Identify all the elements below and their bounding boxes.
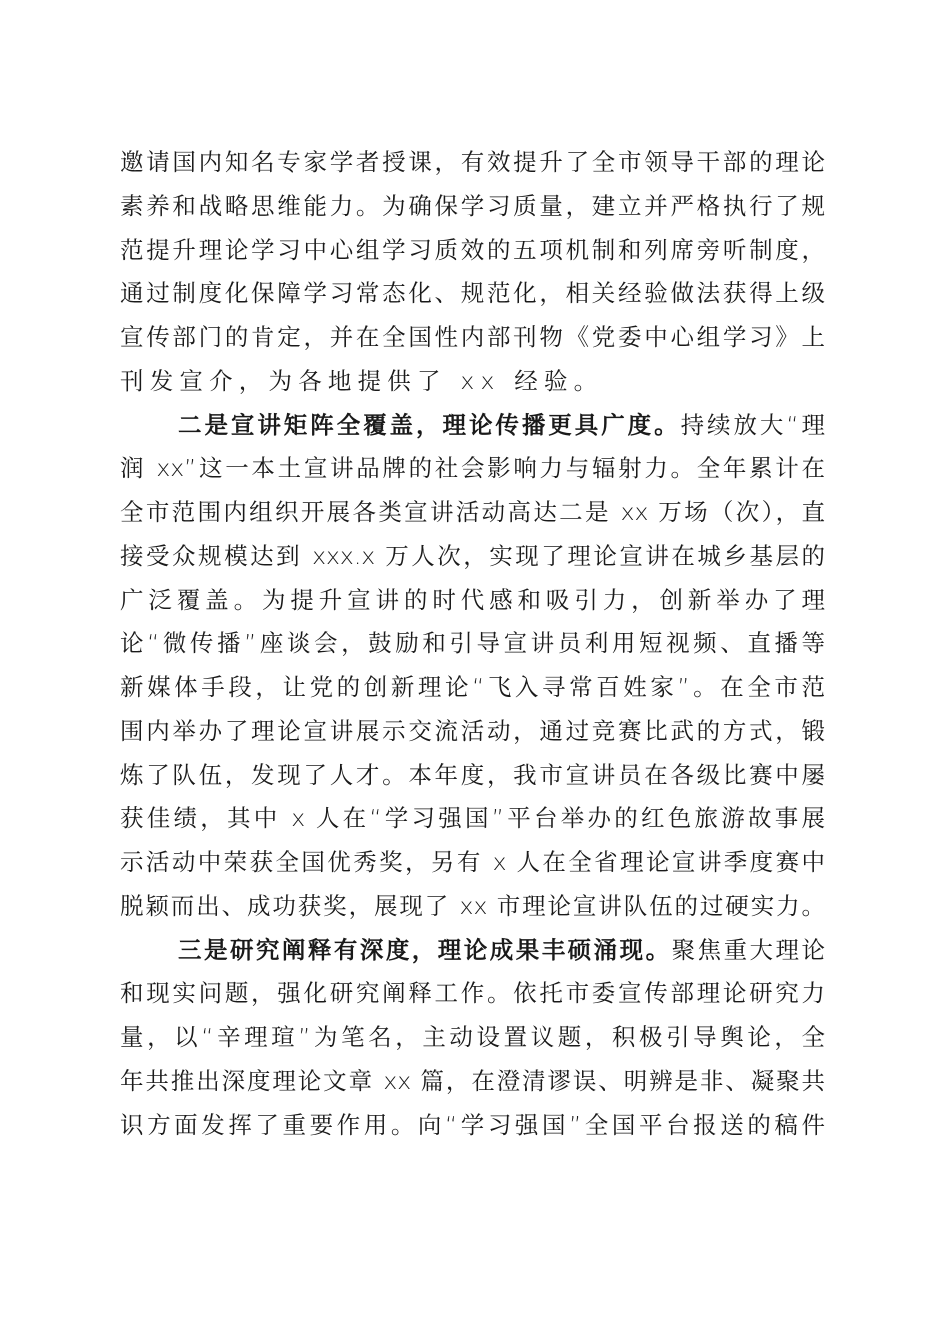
text-line: 广泛覆盖。为提升宣讲的时代感和吸引力，创新举办了理 bbox=[120, 585, 825, 614]
text-line: 刊发宣介，为各地提供了 xx 经验。 bbox=[120, 366, 604, 395]
text-line: 范提升理论学习中心组学习质效的五项机制和列席旁听制度， bbox=[120, 235, 825, 264]
paragraph-body-text: 聚焦重大理论 bbox=[671, 935, 826, 964]
text-line: 新媒体手段，让党的创新理论“飞入寻常百姓家”。在全市范 bbox=[120, 673, 825, 701]
text-line: 围内举办了理论宣讲展示交流活动，通过竞赛比武的方式，锻 bbox=[120, 716, 825, 745]
text-line: 量，以“辛理瑄”为笔名，主动设置议题，积极引导舆论，全 bbox=[120, 1023, 825, 1051]
text-line: 通过制度化保障学习常态化、规范化，相关经验做法获得上级 bbox=[120, 279, 825, 308]
text-line: 素养和战略思维能力。为确保学习质量，建立并严格执行了规 bbox=[120, 191, 825, 220]
text-line: 识方面发挥了重要作用。向“学习强国”全国平台报送的稿件 bbox=[120, 1110, 825, 1139]
text-line: 润 xx”这一本土宣讲品牌的社会影响力与辐射力。全年累计在 bbox=[120, 454, 825, 483]
paragraph-heading-line bbox=[120, 929, 825, 973]
paragraph-heading-line bbox=[120, 404, 825, 448]
document-body bbox=[120, 141, 825, 1147]
text-line: 炼了队伍，发现了人才。本年度，我市宣讲员在各级比赛中屡 bbox=[120, 760, 825, 789]
text-line: 邀请国内知名专家学者授课，有效提升了全市领导干部的理论 bbox=[120, 148, 825, 176]
text-line: 论“微传播”座谈会，鼓励和引导宣讲员利用短视频、直播等 bbox=[120, 629, 825, 658]
text-line: 获佳绩，其中 x 人在“学习强国”平台举办的红色旅游故事展 bbox=[120, 804, 825, 833]
text-line: 接受众规模达到 xxx.x 万人次，实现了理论宣讲在城乡基层的 bbox=[120, 541, 825, 570]
paragraph-body-text: 持续放大“理 bbox=[680, 410, 825, 439]
text-line: 示活动中荣获全国优秀奖，另有 x 人在全省理论宣讲季度赛中 bbox=[120, 848, 825, 876]
paragraph-lead-sentence: 二是宣讲矩阵全覆盖，理论传播更具广度。 bbox=[178, 410, 681, 439]
text-line: 全市范围内组织开展各类宣讲活动高达二是 xx 万场（次），直 bbox=[120, 498, 825, 526]
paragraph-lead-sentence: 三是研究阐释有深度，理论成果丰硕涌现。 bbox=[178, 935, 672, 964]
text-line: 宣传部门的肯定，并在全国性内部刊物《党委中心组学习》上 bbox=[120, 323, 825, 351]
text-line: 脱颖而出、成功获奖，展现了 xx 市理论宣讲队伍的过硬实力。 bbox=[120, 891, 825, 920]
text-line: 和现实问题，强化研究阐释工作。依托市委宣传部理论研究力 bbox=[120, 979, 825, 1008]
text-line: 年共推出深度理论文章 xx 篇，在澄清谬误、明辨是非、凝聚共 bbox=[120, 1066, 825, 1095]
